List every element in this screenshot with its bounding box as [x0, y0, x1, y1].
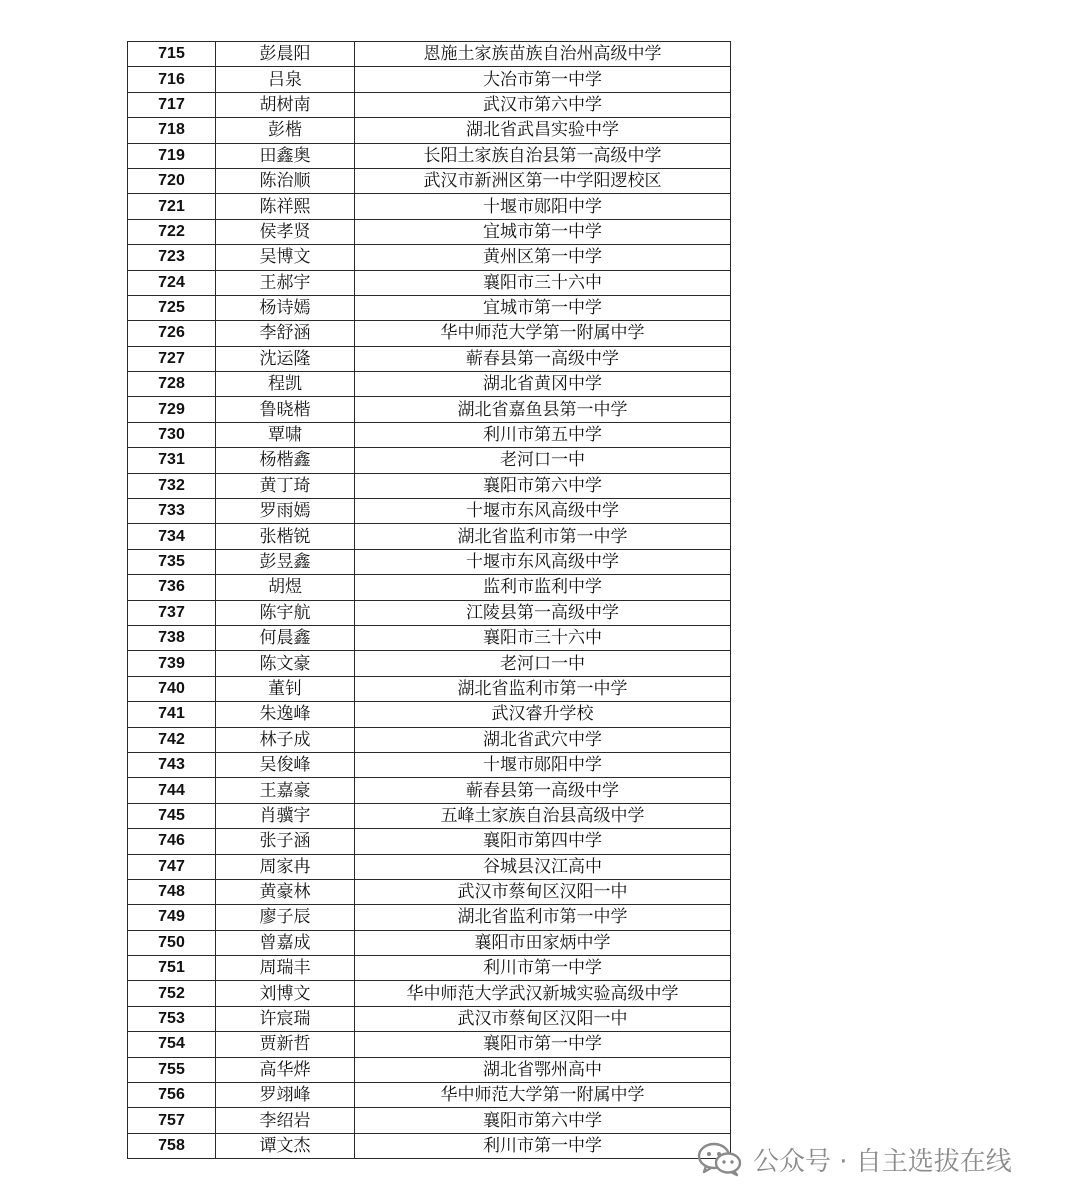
- school-name-cell: 华中师范大学第一附属中学: [355, 1083, 731, 1108]
- school-name-cell: 蕲春县第一高级中学: [355, 346, 731, 371]
- row-number-cell: 726: [128, 321, 216, 346]
- row-number-cell: 716: [128, 67, 216, 92]
- row-number-cell: 739: [128, 651, 216, 676]
- table-row: [128, 270, 731, 295]
- school-name-cell: 湖北省监利市第一中学: [355, 676, 731, 701]
- table-row: [128, 625, 731, 650]
- table-row: [128, 194, 731, 219]
- table-row: [128, 1108, 731, 1133]
- student-name-cell: 何晨鑫: [216, 625, 355, 650]
- table-row: [128, 473, 731, 498]
- watermark-text: 公众号 · 自主选拔在线: [753, 1146, 1012, 1177]
- document-sheet: [127, 41, 727, 1159]
- school-name-cell: 利川市第五中学: [355, 422, 731, 447]
- table-row: [128, 727, 731, 752]
- table-row: [128, 67, 731, 92]
- table-row: [128, 295, 731, 320]
- table-row: [128, 1032, 731, 1057]
- school-name-cell: 十堰市东风高级中学: [355, 549, 731, 574]
- table-row: [128, 92, 731, 117]
- student-name-cell: 周家冉: [216, 854, 355, 879]
- table-row: [128, 1006, 731, 1031]
- row-number-cell: 725: [128, 295, 216, 320]
- table-row: [128, 321, 731, 346]
- school-name-cell: 监利市监利中学: [355, 575, 731, 600]
- school-name-cell: 老河口一中: [355, 448, 731, 473]
- student-name-cell: 曾嘉成: [216, 930, 355, 955]
- row-number-cell: 727: [128, 346, 216, 371]
- table-row: [128, 829, 731, 854]
- school-name-cell: 襄阳市第一中学: [355, 1032, 731, 1057]
- row-number-cell: 740: [128, 676, 216, 701]
- row-number-cell: 755: [128, 1057, 216, 1082]
- row-number-cell: 717: [128, 92, 216, 117]
- row-number-cell: 746: [128, 829, 216, 854]
- roster-table-body: [128, 42, 731, 1159]
- student-name-cell: 高华烨: [216, 1057, 355, 1082]
- row-number-cell: 728: [128, 372, 216, 397]
- table-row: [128, 245, 731, 270]
- school-name-cell: 武汉市第六中学: [355, 92, 731, 117]
- row-number-cell: 734: [128, 524, 216, 549]
- school-name-cell: 襄阳市第六中学: [355, 1108, 731, 1133]
- school-name-cell: 恩施土家族苗族自治州高级中学: [355, 42, 731, 67]
- school-name-cell: 十堰市东风高级中学: [355, 499, 731, 524]
- row-number-cell: 750: [128, 930, 216, 955]
- table-row: [128, 219, 731, 244]
- school-name-cell: 黄州区第一中学: [355, 245, 731, 270]
- school-name-cell: 长阳土家族自治县第一高级中学: [355, 143, 731, 168]
- table-row: [128, 676, 731, 701]
- student-name-cell: 胡煜: [216, 575, 355, 600]
- row-number-cell: 719: [128, 143, 216, 168]
- school-name-cell: 湖北省鄂州高中: [355, 1057, 731, 1082]
- school-name-cell: 湖北省监利市第一中学: [355, 524, 731, 549]
- row-number-cell: 733: [128, 499, 216, 524]
- student-name-cell: 吕泉: [216, 67, 355, 92]
- student-name-cell: 吴俊峰: [216, 752, 355, 777]
- row-number-cell: 757: [128, 1108, 216, 1133]
- student-name-cell: 吴博文: [216, 245, 355, 270]
- watermark: [697, 1139, 1012, 1179]
- student-name-cell: 罗翊峰: [216, 1083, 355, 1108]
- row-number-cell: 720: [128, 168, 216, 193]
- table-row: [128, 702, 731, 727]
- row-number-cell: 724: [128, 270, 216, 295]
- row-number-cell: 742: [128, 727, 216, 752]
- student-name-cell: 陈文豪: [216, 651, 355, 676]
- school-name-cell: 蕲春县第一高级中学: [355, 778, 731, 803]
- row-number-cell: 718: [128, 118, 216, 143]
- table-row: [128, 981, 731, 1006]
- table-row: [128, 575, 731, 600]
- table-row: [128, 803, 731, 828]
- school-name-cell: 江陵县第一高级中学: [355, 600, 731, 625]
- table-row: [128, 1133, 731, 1158]
- student-name-cell: 王嘉豪: [216, 778, 355, 803]
- student-name-cell: 贾新哲: [216, 1032, 355, 1057]
- student-name-cell: 陈祥熙: [216, 194, 355, 219]
- table-row: [128, 168, 731, 193]
- student-name-cell: 周瑞丰: [216, 956, 355, 981]
- student-name-cell: 彭晨阳: [216, 42, 355, 67]
- student-name-cell: 罗雨嫣: [216, 499, 355, 524]
- school-name-cell: 武汉市蔡甸区汉阳一中: [355, 1006, 731, 1031]
- row-number-cell: 735: [128, 549, 216, 574]
- school-name-cell: 华中师范大学武汉新城实验高级中学: [355, 981, 731, 1006]
- student-name-cell: 李舒涵: [216, 321, 355, 346]
- school-name-cell: 湖北省武昌实验中学: [355, 118, 731, 143]
- table-row: [128, 422, 731, 447]
- school-name-cell: 襄阳市三十六中: [355, 625, 731, 650]
- row-number-cell: 744: [128, 778, 216, 803]
- student-name-cell: 田鑫奥: [216, 143, 355, 168]
- row-number-cell: 715: [128, 42, 216, 67]
- row-number-cell: 732: [128, 473, 216, 498]
- row-number-cell: 723: [128, 245, 216, 270]
- student-name-cell: 黄豪林: [216, 879, 355, 904]
- student-name-cell: 杨诗嫣: [216, 295, 355, 320]
- row-number-cell: 737: [128, 600, 216, 625]
- table-row: [128, 879, 731, 904]
- table-row: [128, 448, 731, 473]
- school-name-cell: 湖北省监利市第一中学: [355, 905, 731, 930]
- student-name-cell: 董钊: [216, 676, 355, 701]
- table-row: [128, 956, 731, 981]
- row-number-cell: 748: [128, 879, 216, 904]
- table-row: [128, 1083, 731, 1108]
- school-name-cell: 武汉市新洲区第一中学阳逻校区: [355, 168, 731, 193]
- table-row: [128, 778, 731, 803]
- row-number-cell: 756: [128, 1083, 216, 1108]
- student-name-cell: 黄丁琦: [216, 473, 355, 498]
- row-number-cell: 758: [128, 1133, 216, 1158]
- student-name-cell: 谭文杰: [216, 1133, 355, 1158]
- school-name-cell: 湖北省嘉鱼县第一中学: [355, 397, 731, 422]
- school-name-cell: 五峰土家族自治县高级中学: [355, 803, 731, 828]
- table-row: [128, 752, 731, 777]
- table-row: [128, 549, 731, 574]
- student-name-cell: 侯孝贤: [216, 219, 355, 244]
- student-name-cell: 许宸瑞: [216, 1006, 355, 1031]
- table-row: [128, 42, 731, 67]
- school-name-cell: 利川市第一中学: [355, 1133, 731, 1158]
- row-number-cell: 754: [128, 1032, 216, 1057]
- student-name-cell: 彭昱鑫: [216, 549, 355, 574]
- school-name-cell: 湖北省黄冈中学: [355, 372, 731, 397]
- student-name-cell: 陈宇航: [216, 600, 355, 625]
- student-name-cell: 杨楷鑫: [216, 448, 355, 473]
- row-number-cell: 747: [128, 854, 216, 879]
- school-name-cell: 湖北省武穴中学: [355, 727, 731, 752]
- school-name-cell: 襄阳市三十六中: [355, 270, 731, 295]
- student-name-cell: 刘博文: [216, 981, 355, 1006]
- row-number-cell: 729: [128, 397, 216, 422]
- student-name-cell: 沈运隆: [216, 346, 355, 371]
- student-name-cell: 陈治顺: [216, 168, 355, 193]
- table-row: [128, 854, 731, 879]
- student-name-cell: 胡树南: [216, 92, 355, 117]
- table-row: [128, 397, 731, 422]
- table-row: [128, 143, 731, 168]
- school-name-cell: 利川市第一中学: [355, 956, 731, 981]
- student-name-cell: 张子涵: [216, 829, 355, 854]
- table-row: [128, 651, 731, 676]
- student-name-cell: 李绍岩: [216, 1108, 355, 1133]
- table-row: [128, 499, 731, 524]
- student-name-cell: 程凯: [216, 372, 355, 397]
- student-name-cell: 覃啸: [216, 422, 355, 447]
- row-number-cell: 721: [128, 194, 216, 219]
- school-name-cell: 十堰市郧阳中学: [355, 194, 731, 219]
- school-name-cell: 武汉市蔡甸区汉阳一中: [355, 879, 731, 904]
- table-row: [128, 118, 731, 143]
- roster-table: [127, 41, 731, 1159]
- school-name-cell: 襄阳市第四中学: [355, 829, 731, 854]
- school-name-cell: 武汉睿升学校: [355, 702, 731, 727]
- row-number-cell: 745: [128, 803, 216, 828]
- row-number-cell: 738: [128, 625, 216, 650]
- school-name-cell: 十堰市郧阳中学: [355, 752, 731, 777]
- student-name-cell: 鲁晓楷: [216, 397, 355, 422]
- row-number-cell: 749: [128, 905, 216, 930]
- row-number-cell: 730: [128, 422, 216, 447]
- school-name-cell: 宜城市第一中学: [355, 295, 731, 320]
- row-number-cell: 731: [128, 448, 216, 473]
- row-number-cell: 752: [128, 981, 216, 1006]
- school-name-cell: 谷城县汉江高中: [355, 854, 731, 879]
- row-number-cell: 753: [128, 1006, 216, 1031]
- table-row: [128, 346, 731, 371]
- school-name-cell: 老河口一中: [355, 651, 731, 676]
- row-number-cell: 736: [128, 575, 216, 600]
- student-name-cell: 朱逸峰: [216, 702, 355, 727]
- student-name-cell: 廖子辰: [216, 905, 355, 930]
- student-name-cell: 张楷锐: [216, 524, 355, 549]
- table-row: [128, 905, 731, 930]
- table-row: [128, 930, 731, 955]
- school-name-cell: 大冶市第一中学: [355, 67, 731, 92]
- student-name-cell: 林子成: [216, 727, 355, 752]
- row-number-cell: 743: [128, 752, 216, 777]
- table-row: [128, 600, 731, 625]
- table-row: [128, 1057, 731, 1082]
- student-name-cell: 彭楷: [216, 118, 355, 143]
- student-name-cell: 肖骥宇: [216, 803, 355, 828]
- wechat-icon: [697, 1141, 743, 1177]
- school-name-cell: 襄阳市第六中学: [355, 473, 731, 498]
- table-row: [128, 524, 731, 549]
- table-row: [128, 372, 731, 397]
- school-name-cell: 华中师范大学第一附属中学: [355, 321, 731, 346]
- school-name-cell: 襄阳市田家炳中学: [355, 930, 731, 955]
- student-name-cell: 王郝宇: [216, 270, 355, 295]
- row-number-cell: 741: [128, 702, 216, 727]
- row-number-cell: 722: [128, 219, 216, 244]
- row-number-cell: 751: [128, 956, 216, 981]
- school-name-cell: 宜城市第一中学: [355, 219, 731, 244]
